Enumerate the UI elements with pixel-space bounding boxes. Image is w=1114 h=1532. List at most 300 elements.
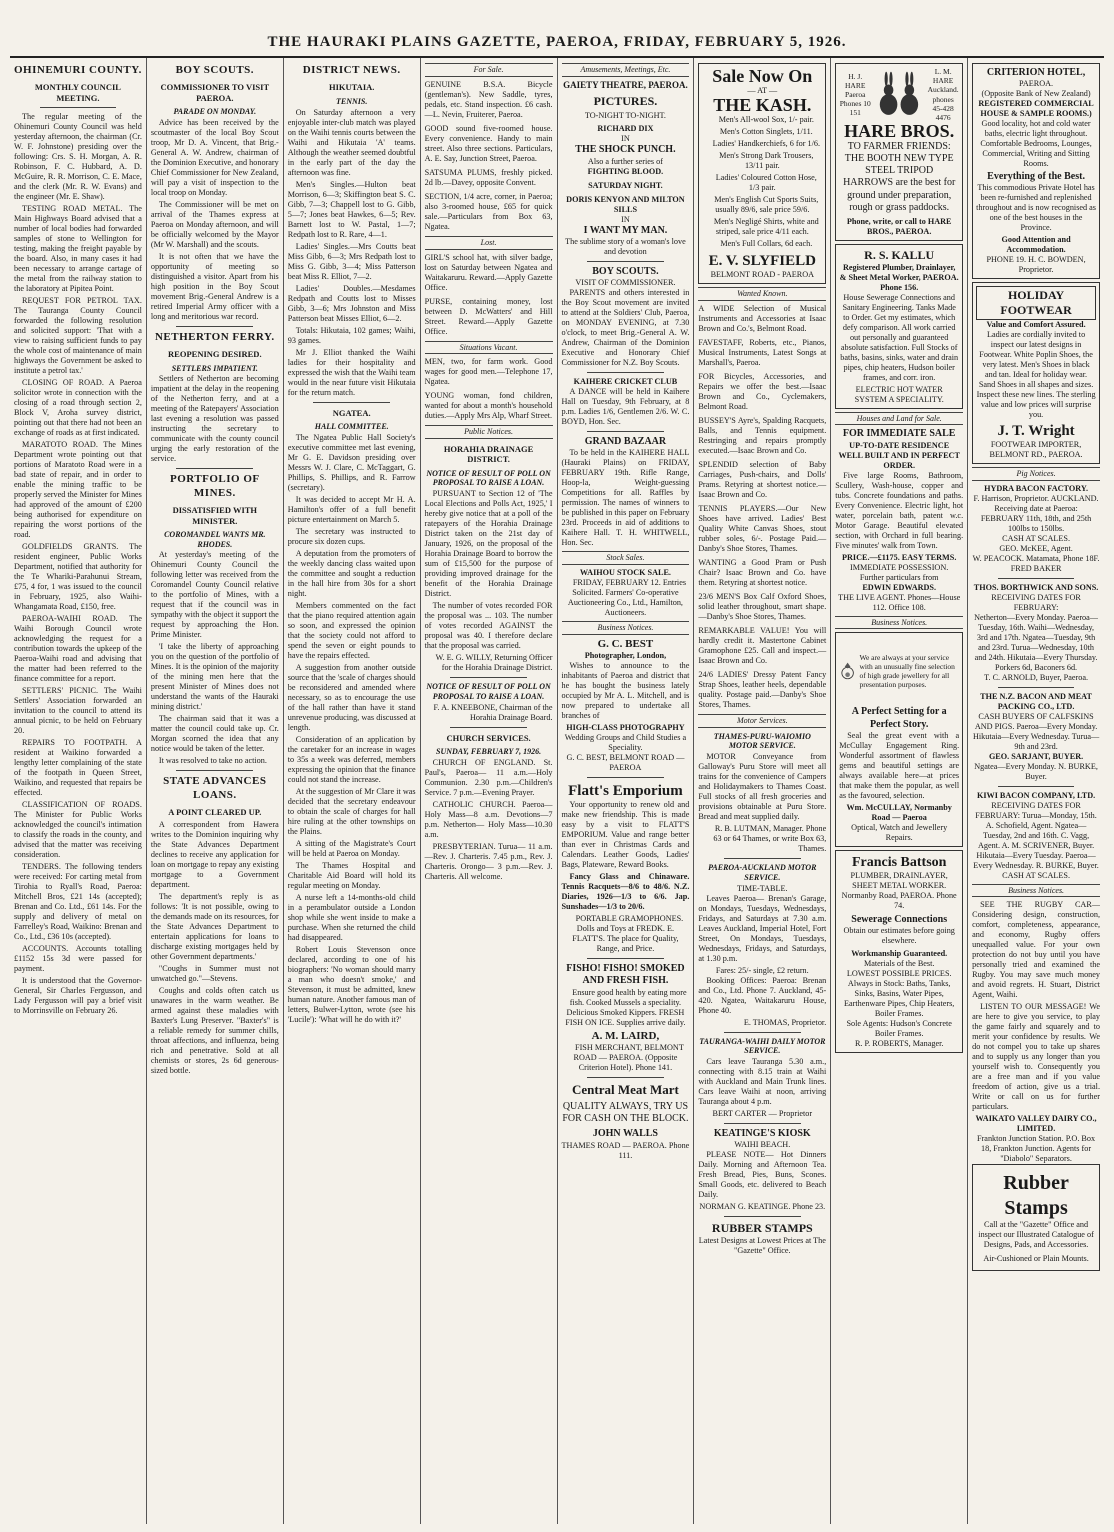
mccullay-sub: Optical, Watch and Jewellery Repairs.	[851, 822, 948, 842]
divider	[724, 1123, 801, 1124]
masthead: THE HAURAKI PLAINS GAZETTE, PAEROA, FRIDAY, FEBRUARY 5, 1926.	[10, 34, 1104, 58]
wright-sub: FOOTWEAR IMPORTER, BELMONT RD., PAEROA.	[989, 439, 1083, 459]
receiving-dates: RECEIVING DATES FOR FEBRUARY:	[991, 592, 1081, 612]
column-county	[10, 58, 147, 1524]
fares: Fares: 25/- single, £2 return.	[715, 965, 809, 975]
cash-at-scales: CASH AT SCALES.	[1002, 533, 1070, 543]
public-notices-label: Public Notices.	[425, 425, 553, 439]
walls-text: THAMES ROAD — PAEROA. Phone 111.	[561, 1140, 690, 1160]
hydra-sub: F. Harrison, Proprietor. AUCKLAND.	[973, 493, 1099, 503]
classified-ad: A WIDE Selection of Musical Instruments and Accessories at Isaac Brown and Co.'s, Belmont Road.	[698, 303, 827, 333]
for-sale-label: For Sale.	[425, 63, 553, 77]
divider	[587, 261, 664, 262]
stamps-text-2: Air-Cushioned or Plain Mounts.	[983, 1254, 1089, 1264]
battson-ad	[835, 850, 963, 1053]
slyfield-address: BELMONT ROAD - PAEROA	[710, 270, 815, 280]
walls-heading: JOHN WALLS	[592, 1128, 658, 1140]
the-kash: THE KASH.	[713, 94, 812, 115]
also-line: Also a further series of	[587, 156, 663, 166]
star-2: DORIS KENYON AND MILTON SILLS	[566, 194, 685, 214]
nz-bacon-heading: THE N.Z. BACON AND MEAT PACKING CO., LTD.	[980, 691, 1092, 711]
article-paragraph: MARATOTO ROAD. The Mines Department wrote pointing out that portions of Maratoto Road were in a bad state of repair, and in order to enable the mining traffic to be properly served the Minister for Mines had approved of the amount of £200 being authorised for expenditure on repairing the worst portions of the road.	[14, 440, 142, 540]
sale-item: Men's All-wool Sox, 1/- pair.	[718, 114, 814, 124]
article-paragraph: The Thames Hospital and Charitable Aid Board will hold its regular meeting on Monday.	[287, 860, 416, 890]
classified-ad: BUSSEY'S Ayre's, Spalding Racquets, Balls, and Tennis equipment. Restringing and repairs promptly executed.—Isaac Brown and Co.	[698, 415, 827, 455]
criterion-registered: REGISTERED COMMERCIAL HOUSE & SAMPLE ROOMS.)	[978, 99, 1094, 119]
mccullay-name: Wm. McCULLAY, Normanby Road — Paeroa	[846, 802, 952, 822]
divider	[998, 687, 1075, 688]
waihou-heading: WAIHOU STOCK SALE.	[579, 567, 671, 577]
article-paragraph: Mr J. Elliot thanked the Waihi ladies for their hospitality and expressed the wish that the Waihi team would in the near future visit Hikutaia for the return match.	[287, 347, 416, 397]
keating-heading: KEATINGE'S KIOSK	[713, 1128, 811, 1140]
scouts-heading: BOY SCOUTS.	[175, 64, 255, 76]
holiday-sub: Value and Comfort Assured.	[986, 319, 1086, 329]
carter-sign: BERT CARTER — Proprietor	[712, 1109, 813, 1119]
hare-bros-ad	[835, 63, 963, 241]
kiwi-text: RECEIVING DATES FOR FEBRUARY: Turua—Monday, 15th. A. Schofield, Agent. Ngatea—Tuesday, 2nd and 16th. C. Vagg, Agent. A. M. SCRIVENER, Buyer. Hikutaia—Every Tuesday. Paeroa—Every Wednesday. R. BURKE, Buyer. CASH AT SCALES.	[973, 800, 1099, 880]
hydra-heading: HYDRA BACON FACTORY.	[984, 483, 1089, 493]
keating-sub: WAIHI BEACH.	[734, 1140, 791, 1150]
kiwi-heading: KIWI BACON COMPANY, LTD.	[976, 790, 1096, 800]
pictures-heading: PICTURES.	[593, 93, 658, 108]
county-article-body	[14, 112, 142, 1016]
poll-signature: W. E. G. WILLY, Returning Officer for the Horahia Drainage District.	[435, 653, 553, 673]
article-paragraph: A sitting of the Magistrate's Court will be held at Paeroa on Monday.	[287, 838, 416, 858]
article-paragraph: Consideration of an application by the caretaker for an increase in wages to 35s a week was deferred, members expressing the opinion that the finance could not stand the increase.	[287, 734, 416, 784]
engage-heading: A Perfect Setting for a Perfect Story.	[851, 706, 947, 730]
loans-subheading: A POINT CLEARED UP.	[168, 807, 262, 818]
saturday-night: SATURDAY NIGHT.	[588, 180, 663, 190]
ferry-subheading-2: SETTLERS IMPATIENT.	[171, 363, 258, 373]
newspaper-columns	[10, 58, 1104, 1524]
stamps-heading: Rubber Stamps	[1003, 1172, 1069, 1219]
sale-item: Men's Cotton Singlets, 1/11.	[719, 126, 813, 136]
waihou-text: FRIDAY, FEBRUARY 12. Entries Solicited. Farmers' Co-operative Auctioneering Co., Ltd., Hamilton, Auctioneers.	[567, 577, 687, 617]
thomas-sign: E. THOMAS, Proprietor.	[743, 1017, 827, 1027]
sale-now-on: Sale Now On	[712, 66, 813, 86]
divider	[724, 1216, 801, 1217]
classified-ad: GIRL'S school hat, with silver badge, lost on Saturday between Ngatea and Waitakaruru. Reward.—Apply Gazette Office.	[424, 252, 553, 292]
hare-left-phone: H. J. HARE Paeroa Phones 10 151	[839, 71, 871, 118]
situations-label: Situations Vacant.	[425, 341, 553, 355]
classified-ad: SECTION, 1/4 acre, corner, in Paeroa; also 3-roomed house, £65 for quick sale.—Particulars from Box 63, Ngatea.	[424, 191, 553, 231]
article-paragraph: PAEROA-WAIHI ROAD. The Waihi Borough Council wrote acknowledging the request for a contribution towards the upkeep of the Paeroa-Waihi road and advising that the matter had been referred to the finance committee for a report.	[14, 614, 142, 684]
bazaar-text: To be held in the KAIHERE HALL (Hauraki Plains) on FRIDAY, FEBRUARY 19th. Rifle Range, Hoop-la, Weight-guessing Competitions for all. Raffles by permission. The names of winners to be published in this paper on February 23rd. Proceeds in aid of additions to Kaihere Hall. T. H. WHITWELL, Hon. Sec.	[561, 448, 690, 548]
article-paragraph: CLASSIFICATION OF ROADS. The Minister for Public Works acknowledged the council's intimation to classify the roads in the county, and advised that the matter was receiving consideration.	[14, 800, 142, 860]
film-2-desc: The sublime story of a woman's love and devotion	[565, 236, 686, 256]
listen-ad: LISTEN TO OUR MESSAGE! We are here to give you service, to play the game fairly and squarely and to merit your confidence by results. We do not compel you to take up shares and to supply us any longer than you yourself wish to. Consequently you are a free man and if you value freedom of action, give us a trial. Write or call on us for further particulars.	[972, 1002, 1100, 1112]
article-paragraph: A correspondent from Hawera writes to the Dominion inquiring why the State Advances Department declines to receive any application for loan on mortgage to repay any existing mortgage to a Government department.	[150, 819, 279, 889]
roberts-sign: R. P. ROBERTS, Manager.	[854, 1038, 944, 1048]
sale-items	[702, 115, 822, 249]
criterion-name: CRITERION HOTEL,	[986, 67, 1086, 78]
waikato-heading: WAIKATO VALLEY DAIRY CO., LIMITED.	[975, 1114, 1097, 1134]
bowden-sign: PHONE 19. H. C. BOWDEN, Proprietor.	[986, 255, 1086, 275]
article-paragraph: Ladies' Singles.—Mrs Coutts beat Miss Gibb, 6—3; Mrs Redpath lost to Miss G. Gibb, 3—4; Miss Patterson beat Miss R. Elliot, 7—2.	[287, 241, 416, 281]
in-stock: Always in Stock: Baths, Tanks, Sinks, Basins, Water Pipes, Earthenware Pipes, Chip Heaters, Boiler Frames.	[844, 978, 955, 1018]
divider	[176, 468, 253, 469]
classified-ad: GENUINE B.S.A. Bicycle (gentleman's). New Saddle, tyres, pedals, etc. Stand inspection. £6 cash.—L. Nevin, Fruiterer, Paeroa.	[424, 79, 553, 119]
divider	[450, 677, 527, 678]
scouts-article-body	[151, 118, 279, 322]
wanted-list	[698, 304, 826, 710]
divider	[998, 786, 1075, 787]
sale-item: Ladies' Handkerchiefs, 6 for 1/6.	[712, 138, 821, 148]
article-paragraph: Men's Singles.—Hulton beat Morrison, 6—3; Skiffington beat S. C. Gibb, 7—3; Chappell lost to G. Gibb, 5—7; Jones beat Hawkes, 6—5; Rev. Barnett lost to W. Pastal, 1—7; Redpath lost to R. Rare, 4—1.	[287, 179, 416, 239]
poll-notice-text: PURSUANT to Section 12 of 'The Local Elections and Polls Act, 1925,' I hereby give notice that at a poll of the ratepayers of the Horahia Drainage District taken on the 21st day of January, 1926, on the proposal of the Horahia Drainage Board to borrow the sum of £15,500 for the purpose of providing improved drainage for the benefit of the Horahia Drainage District.	[424, 489, 553, 599]
sewerage-text: Obtain our estimates before going elsewhere.	[843, 925, 955, 945]
best-speciality: Wedding Groups and Child Studies a Speciality.	[564, 733, 687, 752]
mines-heading: PORTFOLIO OF MINES.	[169, 473, 260, 499]
well-built: WELL BUILT AND IN PERFECT ORDER.	[838, 450, 960, 470]
divider	[724, 858, 801, 859]
classified-ad: TENNIS PLAYERS.—Our New Shoes have arrived. Ladies' Best Quality White Canvas Shoes, stout rubber soles, 6/-. Postage Paid.—Danby's Shoe Stores, Thames.	[698, 503, 827, 553]
article-paragraph: SETTLERS' PICNIC. The Waihi Settlers' Association forwarded an invitation to the council to attend its annual picnic, to be held on February 20.	[14, 686, 142, 736]
hall-article-body	[288, 433, 416, 1025]
pig-notices-label: Pig Notices.	[972, 467, 1100, 481]
article-paragraph: The secretary was instructed to procure six dozen cups.	[287, 526, 416, 546]
holiday-footwear-ad	[972, 282, 1100, 464]
peacock-sign: W. PEACOCK. Matamata, Phone 18F. FRED BAKER	[972, 553, 1100, 573]
mines-subheading: DISSATISFIED WITH MINISTER.	[172, 505, 258, 526]
electric: ELECTRIC HOT WATER SYSTEM A SPECIALITY.	[854, 384, 944, 404]
tonight-line: TO-NIGHT TO-NIGHT.	[584, 111, 666, 121]
article-paragraph: Robert Louis Stevenson once declared, according to one of his biographers: 'No woman should marry a man who doesn't smoke,' and Stevenson, it must be admitted, knew human nature. Another famous man of letters, Bulwer-Lytton, wrote (see his 'Lucile'): 'What will he do with it?'	[287, 944, 416, 1024]
good-attention: Good Attention and Accommodation.	[1001, 235, 1071, 255]
classified-ad: SPLENDID selection of Baby Carriages, Push-chairs, and Dolls' Prams. Retyring at shortest notice.—Isaac Brown and Co.	[698, 459, 827, 499]
article-paragraph: GOLDFIELDS GRANTS. The resident engineer, Public Works Department, notified that authority for the Te Whariki-Parahunui Stream, £75, 4 for, 1 was issued to the council in February, 1925, also Waihi-Whangamata Road, £150, free.	[14, 542, 142, 612]
divider	[176, 326, 253, 327]
hydra-text: Receiving date at Paeroa: FEBRUARY 11th, 18th, and 25th 100lbs to 150lbs.	[980, 503, 1092, 533]
rubber-stamps-text: Latest Designs at Lowest Prices at The "Gazette" Office.	[698, 1235, 826, 1255]
divider	[450, 727, 527, 728]
business-label: Business Notices.	[835, 616, 963, 630]
poll-notice-title: NOTICE OF RESULT OF POLL ON PROPOSAL TO RAISE A LOAN.	[426, 468, 551, 488]
best-sub: Photographer, London,	[584, 651, 667, 660]
battson-name: Francis Battson	[851, 854, 947, 870]
lost-label: Lost.	[425, 236, 553, 250]
classified-ad: 24/6 LADIES' Dressy Patent Fancy Strap Shoes, leather heels, dependable quality. Postage paid.—Danby's Shoe Stores, Thames.	[698, 669, 827, 709]
column-criterion	[968, 58, 1104, 1524]
fish-text: Ensure good health by eating more fish. Cooked Mussels a speciality. Delicious Smoked Kippers. FRESH FISH ON ICE. Supplies arrive daily.	[565, 987, 687, 1027]
article-paragraph: Totals: Hikutaia, 102 games; Waihi, 93 games.	[287, 325, 416, 345]
rugby-ad: SEE THE RUGBY CAR—Considering design, construction, comfort, completeness, appearance, and economy, Rugby offers unequalled value. For your own protection do not buy until you have personally tried and examined the Rugby. You may save much money and avoid regrets. H. Stuart, District Agent, Waihi.	[972, 900, 1100, 1000]
burke-sign: Ngatea—Every Monday. N. BURKE, Buyer.	[974, 761, 1098, 781]
article-paragraph: Coughs and colds often catch us unawares in the warm weather. Be armed against these maladies with Baxter's Lung Preserver. "Baxter's" is a reliable remedy for summer chills, throat affections, and influenza, being rich and penetrative. Sold at all chemists or stores, 2s 6d generous-sized bottle.	[150, 985, 279, 1075]
tw-heading: TAURANGA-WAIHI DAILY MOTOR SERVICE.	[699, 1036, 826, 1056]
tpw-heading: THAMES-PURU-WAIOMIO MOTOR SERVICE.	[713, 731, 811, 751]
business-label-2: Business Notices.	[972, 884, 1100, 898]
arnold-sign: T. C. ARNOLD, Buyer, Paeroa.	[984, 672, 1089, 682]
sale-item: Men's Strong Dark Trousers, 13/11 pair.	[719, 150, 814, 170]
article-paragraph: The regular meeting of the Ohinemuri County Council was held yesterday afternoon, the chairman (Cr. W. F. Johnstone) presiding over the following: Crs. S. H. Morgan, A. R. Robinson, F. C. Hubbard, A. D. McGuire, R. R. Morrison, C. E. Mace, and the clerk (Mr. R. W. Evans) and the engineer (Mr. E. Shaw).	[14, 112, 142, 202]
ferry-subheading: REOPENING DESIRED.	[168, 349, 262, 360]
further-particulars: Further particulars from	[859, 572, 939, 582]
divider	[40, 107, 117, 108]
fish-heading: FISHO! FISHO! SMOKED AND FRESH FISH.	[566, 963, 685, 987]
amusements-label: Amusements, Meetings, Etc.	[562, 63, 690, 77]
best-photography: HIGH-CLASS PHOTOGRAPHY	[566, 723, 685, 732]
classified-ad: MEN, two, for farm work. Good wages for good men.—Telephone 17, Ngatea.	[424, 357, 553, 387]
article-paragraph: The department's reply is as follows: 'It is not possible, owing to the demands made on its resources, for the State Advances Department to entertain applications for loans to discharge existing mortgages held by other Government departments.'	[150, 891, 279, 961]
divider	[998, 578, 1075, 579]
ferry-article-body	[151, 374, 279, 464]
divider	[313, 402, 390, 403]
loans-article-body	[151, 820, 279, 1076]
criterion-text: Good locality, hot and cold water baths, electric light throughout. Comfortable Bedrooms, Lounges, Commercial, Writing and Sitting Rooms.	[980, 119, 1092, 169]
county-heading: OHINEMURI COUNTY.	[14, 64, 142, 76]
cricket-text: A DANCE will be held in Kaihere Hall on Tuesday, 9th February, at 8 p.m. Ladies 1/6, Gentlemen 2/6. W. C. BOYD, Hon. Sec.	[561, 386, 690, 426]
criterion-opposite: (Opposite Bank of New Zealand)	[981, 89, 1091, 99]
criterion-ad	[972, 63, 1100, 279]
criterion-town: PAEROA.	[1019, 79, 1054, 89]
column-district-news	[284, 58, 421, 1524]
rubber-stamps-heading: RUBBER STAMPS	[711, 1221, 813, 1236]
article-paragraph: The Ngatea Public Hall Society's executive committee met last evening, Mr G. E. Davidson presiding over Messrs W. J. Clare, C. McTaggart, G. Phillips, S. Phillips, and R. Farrow (secretary).	[287, 432, 416, 492]
borthwick-heading: THOS. BORTHWICK AND SONS.	[973, 582, 1099, 592]
meat-heading: Central Meat Mart	[572, 1082, 679, 1098]
keating-sign: NORMAN G. KEATINGE. Phone 23.	[699, 1202, 826, 1212]
classified-ad: YOUNG woman, fond children, wanted for about a month's household duties.—Apply Mrs Alp, Wharf Street.	[424, 391, 553, 421]
district-heading: DISTRICT NEWS.	[302, 64, 401, 76]
laird-heading: A. M. LAIRD,	[591, 1029, 660, 1042]
lutman-sign: R. B. LUTMAN, Manager. Phone 63 or 64 Thames, or write Box 63, Thames.	[713, 824, 827, 854]
hikutaia-subheading: HIKUTAIA.	[328, 82, 375, 93]
film-1: THE SHOCK PUNCH.	[575, 144, 676, 156]
divider	[587, 431, 664, 432]
meat-text: QUALITY ALWAYS, TRY US FOR CASH ON THE BLOCK.	[562, 1100, 689, 1125]
tennis-subheading: TENNIS.	[336, 96, 368, 106]
house-price: PRICE.—£1175. EASY TERMS.	[841, 552, 957, 562]
everything-best: Everything of the Best.	[987, 171, 1085, 183]
tw-text: Cars leave Tauranga 5.30 a.m., connecting with 8.15 train at Waihi with Auckland and Main Trunk lines. Cars leave Waihi at noon, arriving Tauranga about 4 p.m.	[698, 1057, 827, 1107]
sale-item: Men's Full Collars, 6d each.	[720, 238, 813, 248]
kallu-ad	[835, 244, 963, 409]
rubber-stamps-ad	[972, 1164, 1100, 1271]
motor-services-label: Motor Services.	[698, 714, 826, 728]
pa-heading: PAEROA-AUCKLAND MOTOR SERVICE.	[708, 863, 817, 882]
keating-text: PLEASE NOTE— Hot Dinners Daily. Morning and Afternoon Tea. Fresh Bread, Pies, Buns, Scones. Small Goods, etc. delivered to Beach Daily.	[698, 1150, 827, 1200]
timetable: TIME-TABLE.	[737, 883, 788, 893]
tpw-text: MOTOR Conveyance from Galloway's Puru Store will meet all trains for the convenience of Campers and Holidaymakers to Thames Coast. Full stocks of all fresh groceries and provisions obtainable at Puru Store. Bread and meat supplied daily.	[698, 752, 827, 822]
article-paragraph: A deputation from the promoters of the weekly dancing class waited upon the committee and sought a reduction in the hall hire from 30s for a short night.	[287, 548, 416, 598]
kallu-sub: Registered Plumber, Drainlayer, & Sheet Metal Worker, PAEROA. Phone 156.	[839, 262, 959, 292]
divider	[176, 770, 253, 771]
article-paragraph: ACCOUNTS. Accounts totalling £1152 15s 3d were passed for payment.	[14, 944, 142, 974]
column-classifieds	[421, 58, 558, 1524]
classified-ad: 23/6 MEN'S Box Calf Oxford Shoes, solid leather throughout, smart shape.—Danby's Shoe Stores, Thames.	[698, 591, 827, 621]
sole-agents: Sole Agents: Hudson's Concrete Boiler Frames.	[846, 1018, 952, 1038]
article-paragraph: It was decided to accept Mr H. A. Hamilton's offer of a full benefit picture entertainment on March 5.	[287, 494, 416, 524]
divider	[724, 1032, 801, 1033]
hare-text: TO FARMER FRIENDS: THE BOOTH NEW TYPE STEEL TRIPOD HARROWS are the best for ground under preparation, rough or grass paddocks.	[843, 140, 956, 213]
article-paragraph: At yesterday's meeting of the Ohinemuri County Council the following letter was received from the Coromandel County Council relative to the portfolio of Mines, with a request that if the council was in sympathy with the object it support the request by approaching the Hon. Prime Minister.	[150, 550, 279, 640]
for-sale-heading: FOR IMMEDIATE SALE	[842, 428, 956, 440]
church-service: PRESBYTERIAN. Turua— 11 a.m.—Rev. J. Charteris. 7.45 p.m., Rev. J. Charteris. Orongo— 3 p.m.—Rev. J. Charteris. All welcome.	[424, 841, 553, 881]
article-paragraph: The chairman said that it was a matter the council could take up. Cr. Morgan scorned the idea that any notice would be taken of the letter.	[150, 714, 279, 754]
article-paragraph: TESTING ROAD METAL. The Main Highways Board advised that a number of local bodies had forwarded samples of stone to Wellington for testing, making the freight payable by the board. Also, in many cases it had been necessary to arrange cartage of the metal from the railway station to the laboratory at Pipitea Point.	[14, 204, 142, 294]
article-paragraph: It was resolved to take no action.	[158, 756, 267, 766]
classified-ad: WANTING a Good Pram or Push Chair? Isaac Brown and Co. have them. Retyring at shortest notice.	[698, 557, 827, 587]
wanted-known-label: Wanted Known.	[698, 287, 826, 301]
classified-ad: FOR Bicycles, Accessories, and Repairs we offer the best.—Isaac Brown and Co., Cyclemakers, Belmont Road.	[698, 371, 827, 411]
house-text: Five large Rooms, Bathroom, Scullery, Wash-house, copper and tubs. Concrete foundations and paths. Every Convenience. Electric light, hot water, porcelain bath, patent w.c. Motor Garage. Beautiful elevated section, with Orchard in full bearing. Five minutes' walk from Town.	[835, 470, 964, 550]
mckee-sign: GEO. McKEE, Agent.	[999, 543, 1073, 553]
scouts-ad-text: PARENTS and others interested in the Boy Scout movement are invited to attend at the Soldiers' Club, Paeroa, on MONDAY EVENING, at 7.30 o'clock, to meet Brig.-General A. W. Andrew, Chairman of the Dominion Executive and Honorary Chief Commissioner for N.Z. Boy Scouts.	[561, 287, 690, 367]
stamps-text: Call at the "Gazette" Office and inspect our Illustrated Catalogue of Designs, Pads, and Accessories.	[978, 1220, 1094, 1250]
pa-text: Leaves Paeroa— Brenan's Garage, on Mondays, Tuesdays, Wednesdays, Fridays, and Saturdays at 7.30 a.m. Leaves Auckland, Imperial Hotel, Fort Street, On Mondays, Tuesdays, Wednesdays, Fridays, and Saturdays, at 1.30 p.m.	[698, 893, 827, 963]
engagement-ring-icon	[839, 636, 856, 706]
holiday-text: Ladies are cordially invited to inspect our latest designs in Footwear. White Poplin Shoes, the very latest. Men's Shoes in black and tan. Ideal for holiday wear. Sand Shoes in all shapes and sizes. Inspect these new lines. The sterling value and low prices will surprise you.	[976, 329, 1096, 419]
film-1b: FIGHTING BLOOD.	[587, 166, 664, 176]
borthwick-text: Netherton—Every Monday. Paeroa—Tuesday, 16th. Waihi—Wednesday, 3rd and 17th. Ngatea—Tuesday, 9th and 23rd. Turua—Wednesday, 10th and 24th. Hikutaia—Every Thursday. Porkers 6d, Baconers 6d.	[974, 612, 1098, 672]
flatt-text-3: PORTABLE GRAMOPHONES. Dolls and Toys at FREDK. E. FLATT'S. The place for Quality, Range, and Price.	[572, 914, 684, 954]
church-heading: CHURCH SERVICES.	[446, 732, 531, 743]
holiday-heading: HOLIDAY FOOTWEAR	[976, 286, 1096, 319]
live-agent: THE LIVE AGENT. Phones—House 112. Office 108.	[838, 592, 961, 612]
business-notices-label: Business Notices.	[562, 621, 690, 635]
ngatea-subheading: NGATEA.	[332, 407, 371, 418]
article-paragraph: REQUEST FOR PETROL TAX. The Tauranga County Council forwarded the following resolution and solicited support: 'That with a view to raising sufficient funds to pay the whole cost of maintenance of main highways the Government be asked to institute a petrol tax.'	[14, 296, 142, 376]
flatt-text-2: Fancy Glass and Chinaware. Tennis Racquets—8/6 to 48/6. N.Z. Diaries, 1926—1/3 to 6/6. Jap. Sunshades—1/3 to 20/6.	[561, 872, 690, 912]
scouts-ad-heading: BOY SCOUTS.	[592, 265, 659, 277]
best-signature: G. C. BEST, BELMONT ROAD — PAEROA	[566, 753, 685, 772]
gaiety-theatre: GAIETY THEATRE, PAEROA.	[563, 79, 688, 90]
booking-text: Booking Offices: Paeroa: Brenan and Co., Ltd. Phone 7. Auckland, 45-420. Ngatea, Waitakaruru House, Phone 40.	[698, 975, 827, 1015]
jewel-row	[839, 636, 959, 706]
classified-ad: PURSE, containing money, lost between D. McWatters' and Hill Street. Reward.—Apply Gazette Office.	[424, 296, 553, 336]
article-paragraph: It is understood that the Governor-General, Sir Charles Fergusson, and Lady Fergusson will pay a brief visit to Morrinsville on February 26.	[14, 976, 142, 1016]
scouts-subheading-2: PARADE ON MONDAY.	[173, 107, 257, 117]
divider	[587, 372, 664, 373]
bazaar-heading: GRAND BAZAAR	[584, 435, 667, 447]
article-paragraph: "Coughs in Summer must not unwatched go."—Stevens.	[150, 963, 279, 983]
classified-ad: REMARKABLE VALUE! You will hardly credit it. Mastertone Cabinet Gramophone £25. Call and inspect.—Isaac Brown and Co.	[698, 625, 827, 665]
hare-bros-name: HARE BROS.	[844, 121, 955, 141]
column-hare	[831, 58, 968, 1524]
poll-signature-2: F. A. KNEEBONE, Chairman of the Horahia Drainage Board.	[433, 702, 553, 722]
poll-notice-title-2: NOTICE OF RESULT OF POLL ON PROPOSAL TO RAISE A LOAN.	[426, 682, 551, 701]
church-date: SUNDAY, FEBRUARY 7, 1926.	[436, 747, 542, 757]
church-service: CHURCH OF ENGLAND. St. Paul's, Paeroa— 11 a.m.—Holy Communion. 2.30 p.m.—Children's Service. 7 p.m.—Evening Prayer.	[424, 757, 553, 797]
mines-article-body	[151, 550, 279, 766]
article-paragraph: On Saturday afternoon a very enjoyable inter-club match was played on the Waihi tennis courts between the Waihi and Hikutaia 'A' teams. Although the weather seemed doubtful in the early part of the day the afternoon was fine.	[287, 107, 416, 177]
best-heading: G. C. BEST	[597, 637, 654, 650]
church-service: CATHOLIC CHURCH. Paeroa— Holy Mass—8 a.m. Devotions—7 p.m. Netherton— Holy Mass—10.30 a.m.	[424, 799, 553, 839]
article-paragraph: The Commissioner will be met on arrival of the Thames express at Paeroa on Monday afternoon, and will be officially welcomed by the Mayor (Mr W. Marshall) and the scouts.	[150, 199, 279, 249]
hall-subheading: HALL COMMITTEE.	[314, 421, 389, 431]
nz-bacon-text: CASH BUYERS OF CALFSKINS AND PIGS. Paeroa—Every Monday. Hikutaia—Every Wednesday. Turua—9th and 23rd.	[972, 711, 1100, 751]
loans-heading: STATE ADVANCES LOANS.	[163, 775, 267, 801]
tennis-article-body	[288, 108, 416, 398]
divider	[587, 958, 664, 959]
slyfield-name: E. V. SLYFIELD	[708, 252, 816, 269]
article-paragraph: CLOSING OF ROAD. A Paeroa solicitor wrote in connection with the closing of a road through section 2, Block V, Aroha survey district, pointing out that there had not been an exchange of roads as at first indicated.	[14, 378, 142, 438]
sale-item: Men's Negligé Shirts, white and striped, sale price 4/11 each.	[713, 216, 819, 236]
article-paragraph: It is not often that we have the opportunity of meeting so distinguished a visitor. Apart from his high position in the Boy Scout movement Brig.-General Andrew is a retired Imperial Army officer with a long and meritorious war record.	[150, 251, 279, 321]
article-paragraph: A nurse left a 14-months-old child in a perambulator outside a London shop while she went inside to make a purchase. When she returned the child had disappeared.	[287, 892, 416, 942]
sale-item: Men's English Cut Sports Suits, usually 89/6, sale price 59/6.	[714, 194, 819, 214]
sewerage-heading: Sewerage Connections	[851, 913, 948, 925]
scouts-ad-sub: VISIT OF COMMISSIONER.	[575, 277, 676, 287]
sarjant-sign: GEO. SARJANT, BUYER.	[988, 751, 1084, 761]
engage-text: Seal the great event with a McCullay Engagement Ring. Wonderful assortment of flawless gems and beautiful settings are always available here—at prices that make them the popular, as well as the favoured, selection.	[839, 730, 960, 800]
wright-name: J. T. Wright	[997, 422, 1075, 439]
lowest-prices: LOWEST POSSIBLE PRICES.	[846, 968, 952, 978]
for-sale-list	[425, 80, 553, 232]
hares-icon	[871, 67, 927, 122]
in-1: IN	[621, 134, 630, 144]
materials: Materials of the Best.	[863, 958, 935, 968]
article-paragraph: A suggestion from another outside source that the 'scale of charges should be reconsidered and amended where necessary, so as to encourage the use of the hall rather than have it stand unrevenue producing, was discussed at length.	[287, 662, 416, 732]
classified-ad: GOOD sound five-roomed house. Every convenience. Handy to main street. Also three sections. Particulars, A. E. Say, Junction Street, Paeroa.	[424, 123, 553, 163]
sale-item: Ladies' Coloured Cotton Hose, 1/3 pair.	[715, 172, 817, 192]
article-paragraph: REPAIRS TO FOOTPATH. A resident at Waikino forwarded a lengthy letter complaining of the state of the footpath in Queen Street, Waikino, and requested that repairs be effected.	[14, 738, 142, 798]
star-1: RICHARD DIX	[597, 124, 654, 134]
kash-sale-ad	[698, 63, 826, 284]
column-amusements	[558, 58, 695, 1524]
article-paragraph: Advice has been received by the scoutmaster of the local Boy Scout troop, Mr D. A. Vincent, that Brig.-General A. W. Andrew, chairman of the Dominion Executive, and honorary Chief Commissioner for New Zealand, will pay a visit of inspection to the local troop on Monday.	[150, 117, 279, 197]
hare-call: Phone, write, or call to HARE BROS., PAEROA.	[846, 217, 952, 237]
flatt-text: Your opportunity to renew old and make new friendship. This is made easy by a visit to FLATT'S EMPORIUM. Value and range better than ever in Christmas Cards and Calendars. Leather Goods, Ladies' Bags, Plateware, Reward Books.	[561, 800, 690, 870]
jewel-text: We are always at your service with an unusually fine selection of high grade jewellery for all presentation purposes.	[859, 653, 955, 690]
classified-ad: FAVESTAFF, Roberts, etc., Pianos, Musical Instruments, Latest Songs at Marshall's, Paeroa.	[698, 337, 827, 367]
flatt-heading: Flatt's Emporium	[568, 783, 683, 799]
mccullay-ad	[835, 632, 963, 846]
cricket-heading: KAIHERE CRICKET CLUB	[573, 376, 678, 386]
article-paragraph: 'I take the liberty of approaching you on the question of the portfolio of Mines. It is the opinion of the majority of the mining men here that the present Minister of Mines does not understand the wants of the Hauraki mining district.'	[150, 642, 279, 712]
article-paragraph: TENDERS. The following tenders were received: For carting metal from Tirohia to Ryall's Road, Paeroa: Mitchell Bros, £21 14s (accepted); Brenan and Co. Ltd., £61 14s. For the supply and delivery of metal on Farrelley's Road, Waikino: Brenan and Co., Ltd., £36 10s (accepted).	[14, 862, 142, 942]
article-paragraph: Members commented on the fact that the piano required attention again so soon, and expressed the opinion that the society could not afford to spend the seven or eight pounds to have the repairs effected.	[287, 600, 416, 660]
best-text: Wishes to announce to the inhabitants of Paeroa and district that he has bought the business lately occupied by Mr A. L. Mitchell, and is now prepared to undertake all branches of	[561, 661, 690, 720]
article-paragraph: Settlers of Netherton are becoming impatient at the delay in the reopening of the Netherton ferry, and at a meeting of the Ratepayers' Association last evening a resolution was passed instructing the secretary to communicate with the county council urging the early restoration of the service.	[150, 374, 279, 464]
kallu-text: House Sewerage Connections and Sanitary Engineering. Tanks Made to Order. Get my estimates, which defy comparison. All work carried out personally and guaranteed absolute satisfaction. Full Stocks of baths, basins, sinks, water and drain pipes, chip heaters, Hudson boiler frames, and corr. iron.	[840, 292, 959, 382]
waikato-text: Frankton Junction Station. P.O. Box 18, Frankton Junction. Agents for "Diabolo" Separators.	[977, 1134, 1096, 1164]
hare-right-phone: L. M. HARE Auckland. phones 45-428 4476	[927, 67, 959, 122]
in-2: IN	[621, 214, 630, 224]
column-kash	[694, 58, 831, 1524]
kallu-name: R. S. KALLU	[864, 248, 935, 263]
edwards-name: EDWIN EDWARDS.	[862, 582, 937, 592]
church-list	[425, 758, 553, 882]
divider	[587, 777, 664, 778]
county-subheading: MONTHLY COUNCIL MEETING.	[34, 82, 121, 103]
column-scouts	[147, 58, 284, 1524]
ferry-heading: NETHERTON FERRY.	[154, 330, 275, 343]
workmanship: Workmanship Guaranteed.	[851, 948, 948, 958]
lost-list	[425, 253, 553, 337]
poll-votes: The number of votes recorded FOR the proposal was ... 103. The number of votes recorded AGAINST the proposal was 40. I therefore declare that the proposal was carried.	[424, 601, 553, 651]
utd: UP-TO-DATE RESIDENCE	[849, 440, 950, 450]
houses-label: Houses and Land for Sale.	[835, 412, 963, 426]
stock-sales-label: Stock Sales.	[562, 551, 690, 565]
horahia-heading: HORAHIA DRAINAGE DISTRICT.	[443, 444, 534, 465]
article-paragraph: Ladies' Doubles.—Mesdames Redpath and Coutts lost to Misses Gibb, 3—6; Mrs Johnston and Miss Patterson beat Misses Elliot, 6—2.	[287, 283, 416, 323]
mines-subheading-2: COROMANDEL WANTS MR. RHODES.	[164, 529, 266, 549]
scouts-subheading: COMMISSIONER TO VISIT PAEROA.	[160, 82, 270, 103]
divider	[587, 1077, 664, 1078]
criterion-text-2: This commodious Private Hotel has been re-furnished and replenished throughout and is now recognised as one of the best houses in the Province.	[976, 183, 1096, 233]
house-possession: IMMEDIATE POSSESSION.	[850, 562, 949, 572]
laird-text: FISH MERCHANT, BELMONT ROAD — PAEROA. (Opposite Criterion Hotel). Phone 141.	[573, 1043, 684, 1073]
hare-header	[839, 67, 959, 122]
battson-sub: PLUMBER, DRAINLAYER, SHEET METAL WORKER. Normanby Road, PAEROA. Phone 74.	[841, 870, 957, 910]
sale-at: — AT —	[747, 85, 778, 95]
situations-list	[425, 357, 553, 421]
classified-ad: SATSUMA PLUMS, freshly picked. 2d lb.—Davey, opposite Convent.	[424, 167, 553, 187]
article-paragraph: At the suggestion of Mr Clare it was decided that the secretary endeavour to obtain the scale of charges for hall hire ruling at the other townships on the Plains.	[287, 786, 416, 836]
film-2: I WANT MY MAN.	[583, 224, 668, 236]
